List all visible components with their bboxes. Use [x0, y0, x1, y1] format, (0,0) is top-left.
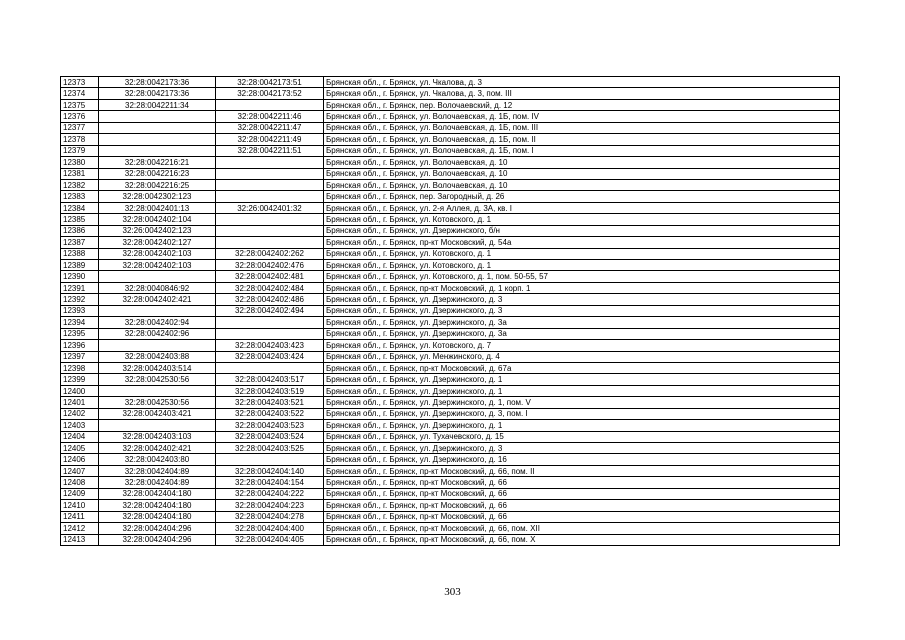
row-number-cell: 12410: [61, 500, 99, 511]
row-number-cell: 12376: [61, 111, 99, 122]
address-cell: Брянская обл., г. Брянск, ул. Дзержинского, д. 1: [324, 374, 840, 385]
address-cell: Брянская обл., г. Брянск, ул. Дзержинского, д. 3: [324, 305, 840, 316]
cadastral-number-cell: [216, 168, 324, 179]
table-row: [61, 305, 840, 316]
table-row: [61, 168, 840, 179]
row-number-cell: 12400: [61, 385, 99, 396]
row-number-cell: 12381: [61, 168, 99, 179]
cadastral-number-parent-cell: 32:28:0042402:103: [99, 260, 216, 271]
address-cell: Брянская обл., г. Брянск, пер. Волочаевский, д. 12: [324, 99, 840, 110]
table-row: [61, 340, 840, 351]
cadastral-number-cell: 32:28:0042404:400: [216, 523, 324, 534]
row-number-cell: 12385: [61, 214, 99, 225]
cadastral-number-cell: 32:28:0042403:517: [216, 374, 324, 385]
cadastral-number-cell: 32:26:0042401:32: [216, 202, 324, 213]
row-number-cell: 12388: [61, 248, 99, 259]
cadastral-number-parent-cell: [99, 145, 216, 156]
table-row: [61, 248, 840, 259]
cadastral-number-parent-cell: [99, 340, 216, 351]
address-cell: Брянская обл., г. Брянск, пр-кт Московский, д. 1 корп. 1: [324, 282, 840, 293]
table-row: [61, 179, 840, 190]
table-row: [61, 88, 840, 99]
address-cell: Брянская обл., г. Брянск, ул. Волочаевская, д. 1Б, пом. I: [324, 145, 840, 156]
address-cell: Брянская обл., г. Брянск, ул. Дзержинского, д. 3: [324, 294, 840, 305]
table-row: [61, 237, 840, 248]
address-cell: Брянская обл., г. Брянск, ул. Дзержинского, д. 3, пом. I: [324, 408, 840, 419]
cadastral-number-cell: 32:28:0042173:51: [216, 77, 324, 88]
cadastral-number-parent-cell: 32:26:0042402:123: [99, 225, 216, 236]
address-cell: Брянская обл., г. Брянск, ул. Дзержинского, д. 1: [324, 385, 840, 396]
address-cell: Брянская обл., г. Брянск, ул. Волочаевская, д. 10: [324, 157, 840, 168]
cadastral-number-parent-cell: 32:28:0042402:421: [99, 294, 216, 305]
cadastral-number-cell: [216, 328, 324, 339]
row-number-cell: 12402: [61, 408, 99, 419]
cadastral-number-cell: [216, 99, 324, 110]
cadastral-number-cell: [216, 237, 324, 248]
cadastral-number-cell: 32:28:0042404:223: [216, 500, 324, 511]
cadastral-number-cell: 32:28:0042403:523: [216, 420, 324, 431]
cadastral-number-cell: [216, 179, 324, 190]
address-cell: Брянская обл., г. Брянск, ул. Котовского, д. 1: [324, 248, 840, 259]
address-cell: Брянская обл., г. Брянск, ул. Волочаевская, д. 10: [324, 168, 840, 179]
cadastral-number-cell: 32:28:0042403:424: [216, 351, 324, 362]
cadastral-number-cell: [216, 225, 324, 236]
row-number-cell: 12411: [61, 511, 99, 522]
table-row: [61, 431, 840, 442]
address-cell: Брянская обл., г. Брянск, ул. Котовского, д. 1, пом. 50-55, 57: [324, 271, 840, 282]
cadastral-number-parent-cell: 32:28:0040846:92: [99, 282, 216, 293]
cadastral-number-cell: 32:28:0042403:524: [216, 431, 324, 442]
cadastral-number-parent-cell: 32:28:0042402:94: [99, 317, 216, 328]
table-row: [61, 202, 840, 213]
table-row: [61, 500, 840, 511]
table-row: [61, 77, 840, 88]
cadastral-number-cell: 32:28:0042404:278: [216, 511, 324, 522]
property-registry-table: [60, 76, 840, 546]
address-cell: Брянская обл., г. Брянск, пр-кт Московский, д. 66: [324, 500, 840, 511]
cadastral-number-parent-cell: 32:28:0042403:80: [99, 454, 216, 465]
cadastral-number-parent-cell: [99, 134, 216, 145]
cadastral-number-parent-cell: 32:28:0042404:296: [99, 523, 216, 534]
cadastral-number-cell: 32:28:0042402:486: [216, 294, 324, 305]
table-row: [61, 99, 840, 110]
cadastral-number-cell: [216, 157, 324, 168]
cadastral-number-cell: 32:28:0042402:262: [216, 248, 324, 259]
row-number-cell: 12401: [61, 397, 99, 408]
row-number-cell: 12391: [61, 282, 99, 293]
table-row: [61, 362, 840, 373]
row-number-cell: 12393: [61, 305, 99, 316]
table-row: [61, 351, 840, 362]
cadastral-number-parent-cell: 32:28:0042173:36: [99, 88, 216, 99]
cadastral-number-parent-cell: [99, 305, 216, 316]
cadastral-number-cell: 32:28:0042403:519: [216, 385, 324, 396]
address-cell: Брянская обл., г. Брянск, ул. Котовского, д. 7: [324, 340, 840, 351]
cadastral-number-parent-cell: 32:28:0042403:421: [99, 408, 216, 419]
row-number-cell: 12398: [61, 362, 99, 373]
cadastral-number-parent-cell: [99, 271, 216, 282]
row-number-cell: 12408: [61, 477, 99, 488]
cadastral-number-parent-cell: 32:28:0042211:34: [99, 99, 216, 110]
table-row: [61, 145, 840, 156]
cadastral-number-parent-cell: 32:28:0042173:36: [99, 77, 216, 88]
table-row: [61, 454, 840, 465]
cadastral-number-parent-cell: [99, 385, 216, 396]
address-cell: Брянская обл., г. Брянск, пр-кт Московский, д. 67а: [324, 362, 840, 373]
row-number-cell: 12386: [61, 225, 99, 236]
cadastral-number-parent-cell: 32:28:0042403:88: [99, 351, 216, 362]
cadastral-number-cell: 32:28:0042403:521: [216, 397, 324, 408]
cadastral-number-parent-cell: 32:28:0042403:514: [99, 362, 216, 373]
cadastral-number-cell: [216, 454, 324, 465]
cadastral-number-cell: 32:28:0042403:525: [216, 443, 324, 454]
cadastral-number-parent-cell: 32:28:0042216:25: [99, 179, 216, 190]
address-cell: Брянская обл., г. Брянск, ул. Чкалова, д. 3: [324, 77, 840, 88]
row-number-cell: 12382: [61, 179, 99, 190]
row-number-cell: 12383: [61, 191, 99, 202]
row-number-cell: 12406: [61, 454, 99, 465]
cadastral-number-parent-cell: [99, 122, 216, 133]
cadastral-number-parent-cell: 32:28:0042404:89: [99, 477, 216, 488]
cadastral-number-cell: 32:28:0042404:154: [216, 477, 324, 488]
cadastral-number-cell: 32:28:0042211:47: [216, 122, 324, 133]
cadastral-number-parent-cell: [99, 420, 216, 431]
address-cell: Брянская обл., г. Брянск, ул. Котовского, д. 1: [324, 260, 840, 271]
table-row: [61, 443, 840, 454]
cadastral-number-parent-cell: 32:28:0042216:23: [99, 168, 216, 179]
cadastral-number-parent-cell: 32:28:0042402:103: [99, 248, 216, 259]
address-cell: Брянская обл., г. Брянск, пер. Загородный, д. 26: [324, 191, 840, 202]
row-number-cell: 12379: [61, 145, 99, 156]
address-cell: Брянская обл., г. Брянск, пр-кт Московский, д. 66, пом. XII: [324, 523, 840, 534]
address-cell: Брянская обл., г. Брянск, ул. Дзержинского, д. 3а: [324, 317, 840, 328]
cadastral-number-cell: 32:28:0042404:405: [216, 534, 324, 545]
row-number-cell: 12396: [61, 340, 99, 351]
row-number-cell: 12389: [61, 260, 99, 271]
table-row: [61, 214, 840, 225]
table-row: [61, 488, 840, 499]
cadastral-number-parent-cell: 32:28:0042216:21: [99, 157, 216, 168]
cadastral-number-cell: 32:28:0042404:222: [216, 488, 324, 499]
row-number-cell: 12405: [61, 443, 99, 454]
row-number-cell: 12392: [61, 294, 99, 305]
table-row: [61, 271, 840, 282]
row-number-cell: 12374: [61, 88, 99, 99]
table-row: [61, 294, 840, 305]
cadastral-number-parent-cell: 32:28:0042404:296: [99, 534, 216, 545]
address-cell: Брянская обл., г. Брянск, ул. Дзержинского, д. 3а: [324, 328, 840, 339]
cadastral-number-parent-cell: 32:28:0042402:127: [99, 237, 216, 248]
address-cell: Брянская обл., г. Брянск, ул. Менжинского, д. 4: [324, 351, 840, 362]
table-row: [61, 260, 840, 271]
table-row: [61, 465, 840, 476]
address-cell: Брянская обл., г. Брянск, ул. Дзержинского, д. 3: [324, 443, 840, 454]
row-number-cell: 12384: [61, 202, 99, 213]
cadastral-number-cell: 32:28:0042211:51: [216, 145, 324, 156]
table-row: [61, 134, 840, 145]
cadastral-number-cell: [216, 317, 324, 328]
row-number-cell: 12404: [61, 431, 99, 442]
table-row: [61, 328, 840, 339]
table-row: [61, 408, 840, 419]
cadastral-number-cell: 32:28:0042402:481: [216, 271, 324, 282]
address-cell: Брянская обл., г. Брянск, ул. Чкалова, д. 3, пом. III: [324, 88, 840, 99]
cadastral-number-cell: 32:28:0042404:140: [216, 465, 324, 476]
cadastral-number-parent-cell: 32:28:0042404:180: [99, 500, 216, 511]
table-row: [61, 157, 840, 168]
address-cell: Брянская обл., г. Брянск, пр-кт Московский, д. 66, пом. X: [324, 534, 840, 545]
address-cell: Брянская обл., г. Брянск, ул. Дзержинского, д. 1: [324, 420, 840, 431]
page-number: 303: [444, 586, 461, 598]
row-number-cell: 12390: [61, 271, 99, 282]
address-cell: Брянская обл., г. Брянск, пр-кт Московский, д. 66: [324, 511, 840, 522]
cadastral-number-parent-cell: 32:28:0042530:56: [99, 397, 216, 408]
row-number-cell: 12397: [61, 351, 99, 362]
row-number-cell: 12407: [61, 465, 99, 476]
table-row: [61, 477, 840, 488]
cadastral-number-cell: [216, 362, 324, 373]
address-cell: Брянская обл., г. Брянск, пр-кт Московский, д. 54а: [324, 237, 840, 248]
cadastral-number-parent-cell: [99, 111, 216, 122]
table-row: [61, 122, 840, 133]
address-cell: Брянская обл., г. Брянск, ул. Волочаевская, д. 10: [324, 179, 840, 190]
table-row: [61, 317, 840, 328]
cadastral-number-cell: [216, 191, 324, 202]
address-cell: Брянская обл., г. Брянск, ул. Волочаевская, д. 1Б, пом. III: [324, 122, 840, 133]
cadastral-number-parent-cell: 32:28:0042402:104: [99, 214, 216, 225]
cadastral-number-parent-cell: 32:28:0042404:89: [99, 465, 216, 476]
table-row: [61, 385, 840, 396]
address-cell: Брянская обл., г. Брянск, ул. Дзержинского, д. 16: [324, 454, 840, 465]
address-cell: Брянская обл., г. Брянск, ул. 2-я Аллея, д. 3А, кв. I: [324, 202, 840, 213]
cadastral-number-parent-cell: 32:28:0042530:56: [99, 374, 216, 385]
table-row: [61, 191, 840, 202]
table-row: [61, 511, 840, 522]
row-number-cell: 12399: [61, 374, 99, 385]
address-cell: Брянская обл., г. Брянск, ул. Котовского, д. 1: [324, 214, 840, 225]
row-number-cell: 12403: [61, 420, 99, 431]
row-number-cell: 12380: [61, 157, 99, 168]
row-number-cell: 12387: [61, 237, 99, 248]
address-cell: Брянская обл., г. Брянск, ул. Дзержинского, д. 1, пом. V: [324, 397, 840, 408]
cadastral-number-parent-cell: 32:28:0042401:13: [99, 202, 216, 213]
cadastral-number-parent-cell: 32:28:0042402:96: [99, 328, 216, 339]
cadastral-number-parent-cell: 32:28:0042402:421: [99, 443, 216, 454]
table-row: [61, 225, 840, 236]
row-number-cell: 12394: [61, 317, 99, 328]
cadastral-number-parent-cell: 32:28:0042403:103: [99, 431, 216, 442]
table-row: [61, 282, 840, 293]
cadastral-number-cell: 32:28:0042403:522: [216, 408, 324, 419]
table-row: [61, 374, 840, 385]
cadastral-number-cell: 32:28:0042402:484: [216, 282, 324, 293]
address-cell: Брянская обл., г. Брянск, ул. Волочаевская, д. 1Б, пом. IV: [324, 111, 840, 122]
table-row: [61, 420, 840, 431]
row-number-cell: 12377: [61, 122, 99, 133]
row-number-cell: 12378: [61, 134, 99, 145]
table-row: [61, 111, 840, 122]
row-number-cell: 12373: [61, 77, 99, 88]
cadastral-number-cell: 32:28:0042211:49: [216, 134, 324, 145]
cadastral-number-cell: 32:28:0042402:476: [216, 260, 324, 271]
address-cell: Брянская обл., г. Брянск, пр-кт Московский, д. 66: [324, 488, 840, 499]
cadastral-number-cell: 32:28:0042211:46: [216, 111, 324, 122]
address-cell: Брянская обл., г. Брянск, ул. Дзержинского, б/н: [324, 225, 840, 236]
cadastral-number-cell: 32:28:0042403:423: [216, 340, 324, 351]
row-number-cell: 12395: [61, 328, 99, 339]
table-row: [61, 534, 840, 545]
cadastral-number-cell: 32:28:0042173:52: [216, 88, 324, 99]
cadastral-number-parent-cell: 32:28:0042404:180: [99, 488, 216, 499]
table-row: [61, 397, 840, 408]
address-cell: Брянская обл., г. Брянск, ул. Волочаевская, д. 1Б, пом. II: [324, 134, 840, 145]
cadastral-number-cell: 32:28:0042402:494: [216, 305, 324, 316]
address-cell: Брянская обл., г. Брянск, пр-кт Московский, д. 66, пом. II: [324, 465, 840, 476]
row-number-cell: 12413: [61, 534, 99, 545]
row-number-cell: 12412: [61, 523, 99, 534]
cadastral-number-cell: [216, 214, 324, 225]
row-number-cell: 12409: [61, 488, 99, 499]
address-cell: Брянская обл., г. Брянск, ул. Тухачевского, д. 15: [324, 431, 840, 442]
cadastral-number-parent-cell: 32:28:0042404:180: [99, 511, 216, 522]
cadastral-number-parent-cell: 32:28:0042302:123: [99, 191, 216, 202]
registry-table-body: [61, 77, 840, 546]
row-number-cell: 12375: [61, 99, 99, 110]
address-cell: Брянская обл., г. Брянск, пр-кт Московский, д. 66: [324, 477, 840, 488]
table-row: [61, 523, 840, 534]
